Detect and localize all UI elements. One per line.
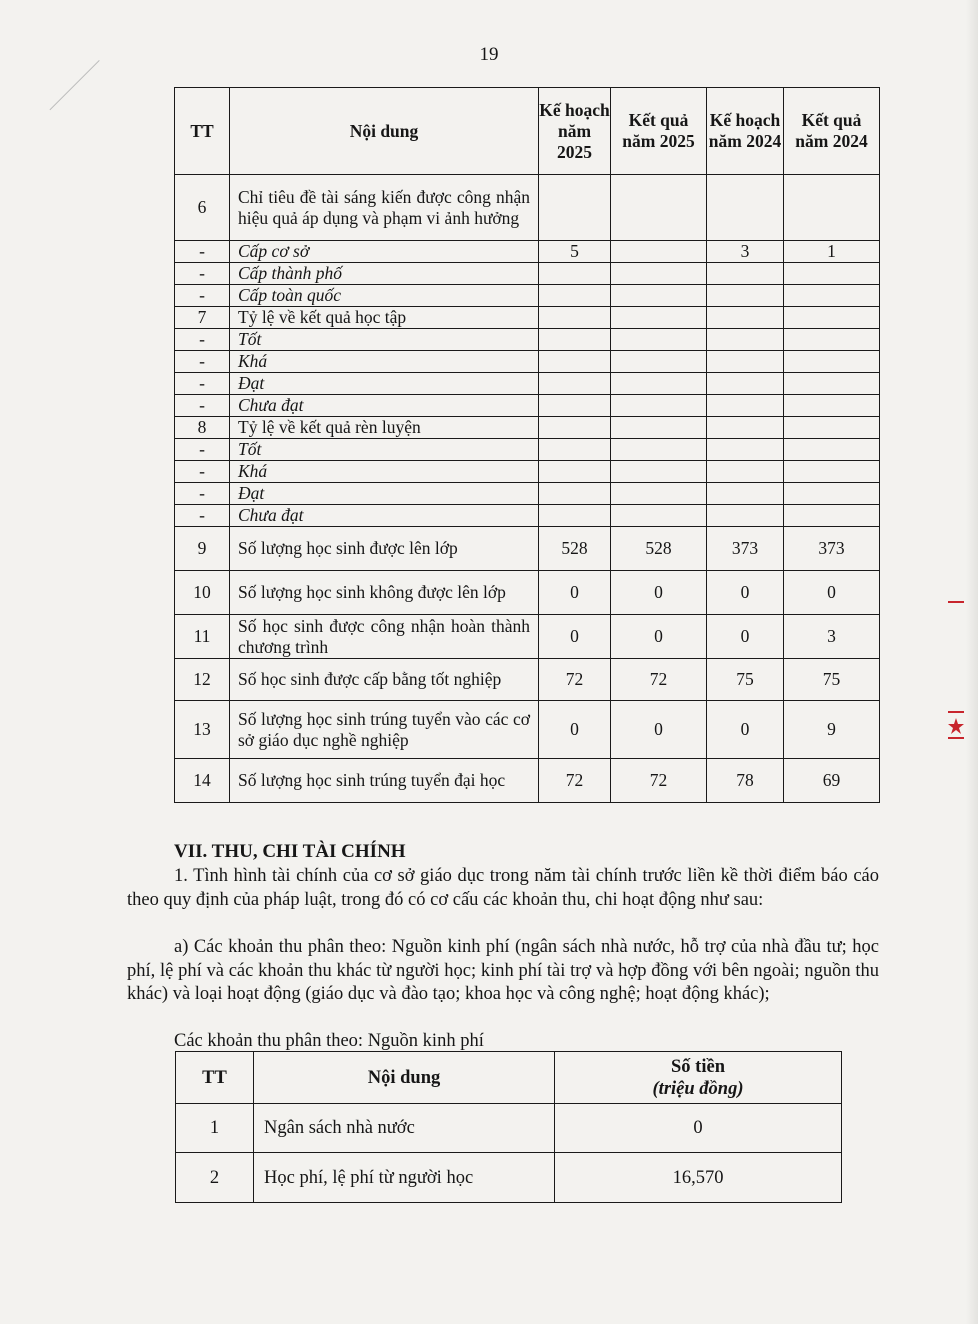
row-tt: - [175,285,230,307]
row-result-2025 [611,175,707,241]
table-row [176,1153,842,1203]
table-row [175,175,880,241]
revenue-amount: 16,570 [555,1153,842,1203]
row-content: Khá [230,461,539,483]
row-result-2024 [784,351,880,373]
revenue-tt: 2 [176,1153,254,1203]
row-tt: 6 [175,175,230,241]
row-result-2024 [784,285,880,307]
row-result-2025: 72 [611,659,707,701]
table-row [175,659,880,701]
header-plan-2025: Kế hoạch năm 2025 [539,88,611,175]
row-content: Đạt [230,483,539,505]
row-result-2024: 9 [784,701,880,759]
revenue-content: Học phí, lệ phí từ người học [254,1153,555,1203]
row-plan-2025 [539,307,611,329]
row-tt: 11 [175,615,230,659]
row-plan-2025 [539,175,611,241]
table-row [175,527,880,571]
row-result-2024 [784,373,880,395]
row-content: Chỉ tiêu đề tài sáng kiến được công nhận hiệu quả áp dụng và phạm vi ảnh hưởng [230,175,539,241]
row-plan-2024 [707,483,784,505]
row-result-2025 [611,505,707,527]
table-row [175,461,880,483]
row-plan-2024 [707,505,784,527]
row-tt: - [175,461,230,483]
row-content: Số học sinh được cấp bằng tốt nghiệp [230,659,539,701]
row-plan-2024 [707,175,784,241]
results-table [174,87,880,803]
row-content: Số học sinh được công nhận hoàn thành chương trình [230,615,539,659]
row-result-2024: 75 [784,659,880,701]
row-plan-2024 [707,329,784,351]
row-result-2025 [611,373,707,395]
table-row [175,483,880,505]
row-result-2024 [784,417,880,439]
row-content: Số lượng học sinh được lên lớp [230,527,539,571]
revenue-header-tt: TT [176,1052,254,1104]
table-row [175,307,880,329]
row-result-2024 [784,439,880,461]
row-content: Cấp cơ sở [230,241,539,263]
row-plan-2024 [707,417,784,439]
revenue-header-content: Nội dung [254,1052,555,1104]
table-row [175,417,880,439]
row-content: Tỷ lệ về kết quả học tập [230,307,539,329]
table-row [175,395,880,417]
table-row [175,351,880,373]
row-tt: 10 [175,571,230,615]
row-result-2024: 1 [784,241,880,263]
row-result-2025: 0 [611,615,707,659]
row-result-2025: 0 [611,701,707,759]
row-plan-2025 [539,263,611,285]
table-row [175,439,880,461]
row-result-2024 [784,483,880,505]
row-tt: 9 [175,527,230,571]
row-result-2024 [784,329,880,351]
table-row [175,759,880,803]
row-result-2025 [611,285,707,307]
row-tt: 14 [175,759,230,803]
row-plan-2025 [539,395,611,417]
row-plan-2024 [707,307,784,329]
row-plan-2025 [539,351,611,373]
table-row [175,263,880,285]
row-result-2025 [611,417,707,439]
row-plan-2025: 5 [539,241,611,263]
row-content: Khá [230,351,539,373]
row-content: Số lượng học sinh trúng tuyển đại học [230,759,539,803]
row-plan-2025: 0 [539,615,611,659]
row-result-2025 [611,329,707,351]
row-result-2025 [611,395,707,417]
row-tt: - [175,263,230,285]
row-plan-2024: 78 [707,759,784,803]
row-content: Số lượng học sinh không được lên lớp [230,571,539,615]
row-tt: 8 [175,417,230,439]
row-plan-2024: 3 [707,241,784,263]
row-plan-2025: 0 [539,571,611,615]
header-content: Nội dung [230,88,539,175]
row-result-2025 [611,439,707,461]
red-stamp-fragment [946,600,968,745]
row-tt: 7 [175,307,230,329]
row-plan-2024: 75 [707,659,784,701]
row-tt: - [175,505,230,527]
row-tt: 12 [175,659,230,701]
revenue-content: Ngân sách nhà nước [254,1104,555,1153]
row-plan-2024: 0 [707,615,784,659]
row-result-2025: 0 [611,571,707,615]
table-row [175,505,880,527]
row-content: Cấp toàn quốc [230,285,539,307]
row-content: Tỷ lệ về kết quả rèn luyện [230,417,539,439]
row-plan-2025 [539,417,611,439]
row-result-2024 [784,461,880,483]
row-plan-2024 [707,439,784,461]
row-plan-2025: 72 [539,759,611,803]
table-row [175,701,880,759]
row-plan-2024 [707,395,784,417]
row-content: Chưa đạt [230,505,539,527]
row-plan-2024 [707,373,784,395]
row-plan-2025 [539,461,611,483]
revenue-tt: 1 [176,1104,254,1153]
row-plan-2024 [707,263,784,285]
row-result-2025 [611,351,707,373]
row-result-2025 [611,263,707,285]
revenue-amount: 0 [555,1104,842,1153]
row-result-2024: 69 [784,759,880,803]
row-result-2025 [611,483,707,505]
table-row [175,571,880,615]
row-result-2024: 0 [784,571,880,615]
row-result-2024 [784,263,880,285]
header-result-2025: Kết quả năm 2025 [611,88,707,175]
table-row [175,329,880,351]
row-tt: - [175,329,230,351]
row-plan-2025: 528 [539,527,611,571]
revenue-header-amount [555,1052,842,1104]
row-result-2024 [784,505,880,527]
row-result-2024 [784,175,880,241]
row-result-2024 [784,307,880,329]
row-tt: - [175,351,230,373]
table-row [176,1104,842,1153]
row-plan-2025 [539,285,611,307]
row-result-2025 [611,307,707,329]
row-plan-2024 [707,461,784,483]
revenue-table-header [176,1052,842,1104]
row-plan-2025: 0 [539,701,611,759]
row-result-2025 [611,461,707,483]
row-content: Tốt [230,329,539,351]
row-plan-2024 [707,285,784,307]
amount-label: Số tiền [671,1056,725,1077]
header-plan-2024: Kế hoạch năm 2024 [707,88,784,175]
table-row [175,241,880,263]
row-plan-2024: 373 [707,527,784,571]
row-result-2025: 528 [611,527,707,571]
row-plan-2025 [539,373,611,395]
row-result-2024: 3 [784,615,880,659]
paragraph-2: a) Các khoản thu phân theo: Nguồn kinh phí (ngân sách nhà nước, hỗ trợ của nhà đầu tư; học phí, lệ phí và các khoản thu khác từ người học; kinh phí tài trợ và hợp đồng với bên ngoài; nguồn thu khác) và loại hoạt động (giáo dục và đào tạo; khoa học và công nghệ; hoạt động khác); [127,937,879,1004]
row-plan-2025 [539,483,611,505]
header-result-2024: Kết quả năm 2024 [784,88,880,175]
page-number: 19 [479,44,499,65]
row-result-2025: 72 [611,759,707,803]
row-tt: - [175,483,230,505]
row-plan-2024: 0 [707,571,784,615]
row-result-2024 [784,395,880,417]
row-result-2024: 373 [784,527,880,571]
row-tt: - [175,241,230,263]
row-plan-2025 [539,329,611,351]
row-content: Đạt [230,373,539,395]
table-row [175,373,880,395]
row-tt: 13 [175,701,230,759]
header-tt: TT [175,88,230,175]
section-title: VII. THU, CHI TÀI CHÍNH [174,841,406,862]
row-tt: - [175,373,230,395]
row-content: Chưa đạt [230,395,539,417]
row-content: Số lượng học sinh trúng tuyển vào các cơ sở giáo dục nghề nghiệp [230,701,539,759]
row-plan-2025: 72 [539,659,611,701]
table-row [175,285,880,307]
row-plan-2025 [539,439,611,461]
table-row [175,615,880,659]
row-plan-2024 [707,351,784,373]
row-plan-2024: 0 [707,701,784,759]
revenue-table [175,1051,842,1203]
row-content: Cấp thành phố [230,263,539,285]
revenue-subheading: Các khoản thu phân theo: Nguồn kinh phí [174,1031,484,1051]
paragraph-1: 1. Tình hình tài chính của cơ sở giáo dục trong năm tài chính trước liền kề thời điểm báo cáo theo quy định của pháp luật, trong đó có cơ cấu các khoản thu, chi hoạt động như sau: [127,866,879,910]
row-tt: - [175,439,230,461]
row-plan-2025 [539,505,611,527]
results-table-header [175,88,880,175]
row-result-2025 [611,241,707,263]
stamp-icon [946,600,966,740]
row-tt: - [175,395,230,417]
row-content: Tốt [230,439,539,461]
amount-unit: (triệu đồng) [652,1078,744,1099]
